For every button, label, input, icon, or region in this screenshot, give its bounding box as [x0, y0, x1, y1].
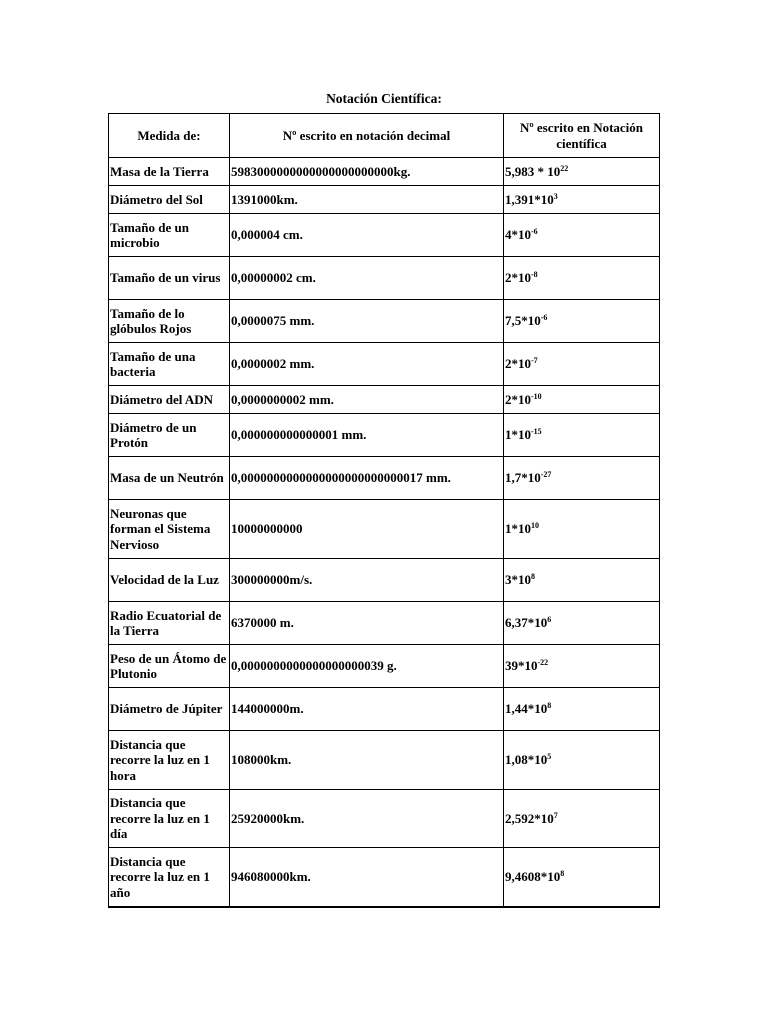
cell-measure: Tamaño de un virus: [109, 257, 230, 300]
cell-decimal: 0,0000000000000000000000000017 mm.: [230, 457, 504, 500]
scientific-exponent: -15: [531, 427, 542, 437]
scientific-mantissa: 1,391*10: [505, 191, 554, 207]
table-row: [109, 186, 660, 214]
scientific-exponent: -7: [531, 356, 538, 366]
cell-decimal: 10000000000: [230, 500, 504, 559]
table-row: [109, 559, 660, 602]
scientific-exponent: -10: [531, 391, 542, 401]
cell-decimal: 0,0000075 mm.: [230, 300, 504, 343]
cell-measure: Masa de la Tierra: [109, 158, 230, 186]
cell-measure: Tamaño de un microbio: [109, 214, 230, 257]
cell-decimal: 300000000m/s.: [230, 559, 504, 602]
cell-scientific: [504, 214, 660, 257]
cell-scientific: [504, 688, 660, 731]
scientific-exponent: 10: [531, 521, 539, 531]
cell-measure: Diámetro del ADN: [109, 386, 230, 414]
scientific-exponent: -6: [540, 313, 548, 323]
scientific-exponent: 8: [531, 572, 535, 582]
table-row: [109, 645, 660, 688]
cell-measure: Radio Ecuatorial de la Tierra: [109, 602, 230, 645]
cell-decimal: 5983000000000000000000000kg.: [230, 158, 504, 186]
cell-scientific: [504, 300, 660, 343]
scientific-mantissa: 1,7*10: [505, 470, 541, 486]
header-scientific: Nº escrito en Notación científica: [504, 114, 660, 158]
cell-scientific: [504, 457, 660, 500]
scientific-notation-table: [108, 113, 660, 908]
scientific-mantissa: 2*10: [505, 391, 531, 407]
table-row: [109, 457, 660, 500]
cell-measure: Diámetro de un Protón: [109, 414, 230, 457]
cell-scientific: [504, 386, 660, 414]
cell-measure: Tamaño de lo glóbulos Rojos: [109, 300, 230, 343]
cell-measure: Masa de un Neutrón: [109, 457, 230, 500]
cell-decimal: 6370000 m.: [230, 602, 504, 645]
table-body: [109, 158, 660, 907]
table-row: [109, 500, 660, 559]
cell-scientific: [504, 602, 660, 645]
cell-scientific: [504, 790, 660, 848]
cell-scientific: [504, 500, 660, 559]
cell-measure: Distancia que recorre la luz en 1 hora: [109, 731, 230, 790]
scientific-exponent: 22: [560, 163, 569, 173]
cell-scientific: [504, 645, 660, 688]
scientific-mantissa: 1*10: [505, 521, 531, 537]
scientific-exponent: -22: [537, 658, 549, 668]
cell-decimal: 0,0000000000000000000039 g.: [230, 645, 504, 688]
cell-measure: Diámetro del Sol: [109, 186, 230, 214]
scientific-exponent: 5: [547, 752, 552, 762]
cell-scientific: [504, 186, 660, 214]
scientific-mantissa: 6,37*10: [505, 615, 548, 631]
scientific-exponent: -8: [531, 270, 538, 280]
scientific-exponent: -6: [531, 227, 538, 237]
table-row: [109, 790, 660, 848]
table-row: [109, 731, 660, 790]
cell-scientific: [504, 257, 660, 300]
scientific-exponent: 8: [547, 701, 552, 711]
cell-measure: Peso de un Átomo de Plutonio: [109, 645, 230, 688]
scientific-exponent: -27: [540, 470, 552, 480]
table-row: [109, 688, 660, 731]
cell-scientific: [504, 559, 660, 602]
cell-decimal: 1391000km.: [230, 186, 504, 214]
scientific-mantissa: 1*10: [505, 427, 531, 443]
table-row: [109, 386, 660, 414]
table-row: [109, 300, 660, 343]
page-title: Notación Científica:: [326, 91, 442, 106]
table-header-row: [109, 114, 660, 158]
table-row: [109, 848, 660, 907]
scientific-mantissa: 2,592*10: [505, 810, 554, 826]
scientific-mantissa: 1,08*10: [505, 752, 548, 768]
cell-decimal: 25920000km.: [230, 790, 504, 848]
cell-scientific: [504, 414, 660, 457]
scientific-mantissa: 4*10: [505, 227, 531, 243]
header-decimal: Nº escrito en notación decimal: [230, 114, 504, 158]
scientific-exponent: 7: [553, 810, 558, 820]
cell-decimal: 946080000km.: [230, 848, 504, 907]
cell-decimal: 0,000000000000001 mm.: [230, 414, 504, 457]
cell-measure: Neuronas que forman el Sistema Nervioso: [109, 500, 230, 559]
table-row: [109, 257, 660, 300]
cell-scientific: [504, 848, 660, 907]
scientific-mantissa: 3*10: [505, 572, 531, 588]
scientific-mantissa: 7,5*10: [505, 313, 541, 329]
scientific-mantissa: 5,983 * 10: [505, 163, 561, 179]
cell-decimal: 144000000m.: [230, 688, 504, 731]
scientific-mantissa: 2*10: [505, 356, 531, 372]
cell-measure: Tamaño de una bacteria: [109, 343, 230, 386]
scientific-mantissa: 9,4608*10: [505, 869, 561, 884]
cell-measure: Distancia que recorre la luz en 1 año: [109, 848, 230, 907]
cell-scientific: [504, 343, 660, 386]
scientific-mantissa: 2*10: [505, 270, 531, 286]
cell-decimal: 0,0000002 mm.: [230, 343, 504, 386]
cell-decimal: 0,000004 cm.: [230, 214, 504, 257]
cell-decimal: 108000km.: [230, 731, 504, 790]
cell-decimal: 0,00000002 cm.: [230, 257, 504, 300]
cell-measure: Diámetro de Júpiter: [109, 688, 230, 731]
table-row: [109, 602, 660, 645]
table-row: [109, 158, 660, 186]
cell-measure: Velocidad de la Luz: [109, 559, 230, 602]
table-row: [109, 214, 660, 257]
cell-decimal: 0,0000000002 mm.: [230, 386, 504, 414]
scientific-exponent: 8: [560, 869, 565, 878]
scientific-exponent: 6: [547, 615, 552, 625]
cell-scientific: [504, 158, 660, 186]
scientific-mantissa: 1,44*10: [505, 701, 548, 717]
scientific-exponent: 3: [553, 191, 558, 201]
table-row: [109, 343, 660, 386]
cell-scientific: [504, 731, 660, 790]
cell-measure: Distancia que recorre la luz en 1 día: [109, 790, 230, 848]
scientific-mantissa: 39*10: [505, 658, 538, 674]
header-measure: Medida de:: [109, 114, 230, 158]
table-row: [109, 414, 660, 457]
